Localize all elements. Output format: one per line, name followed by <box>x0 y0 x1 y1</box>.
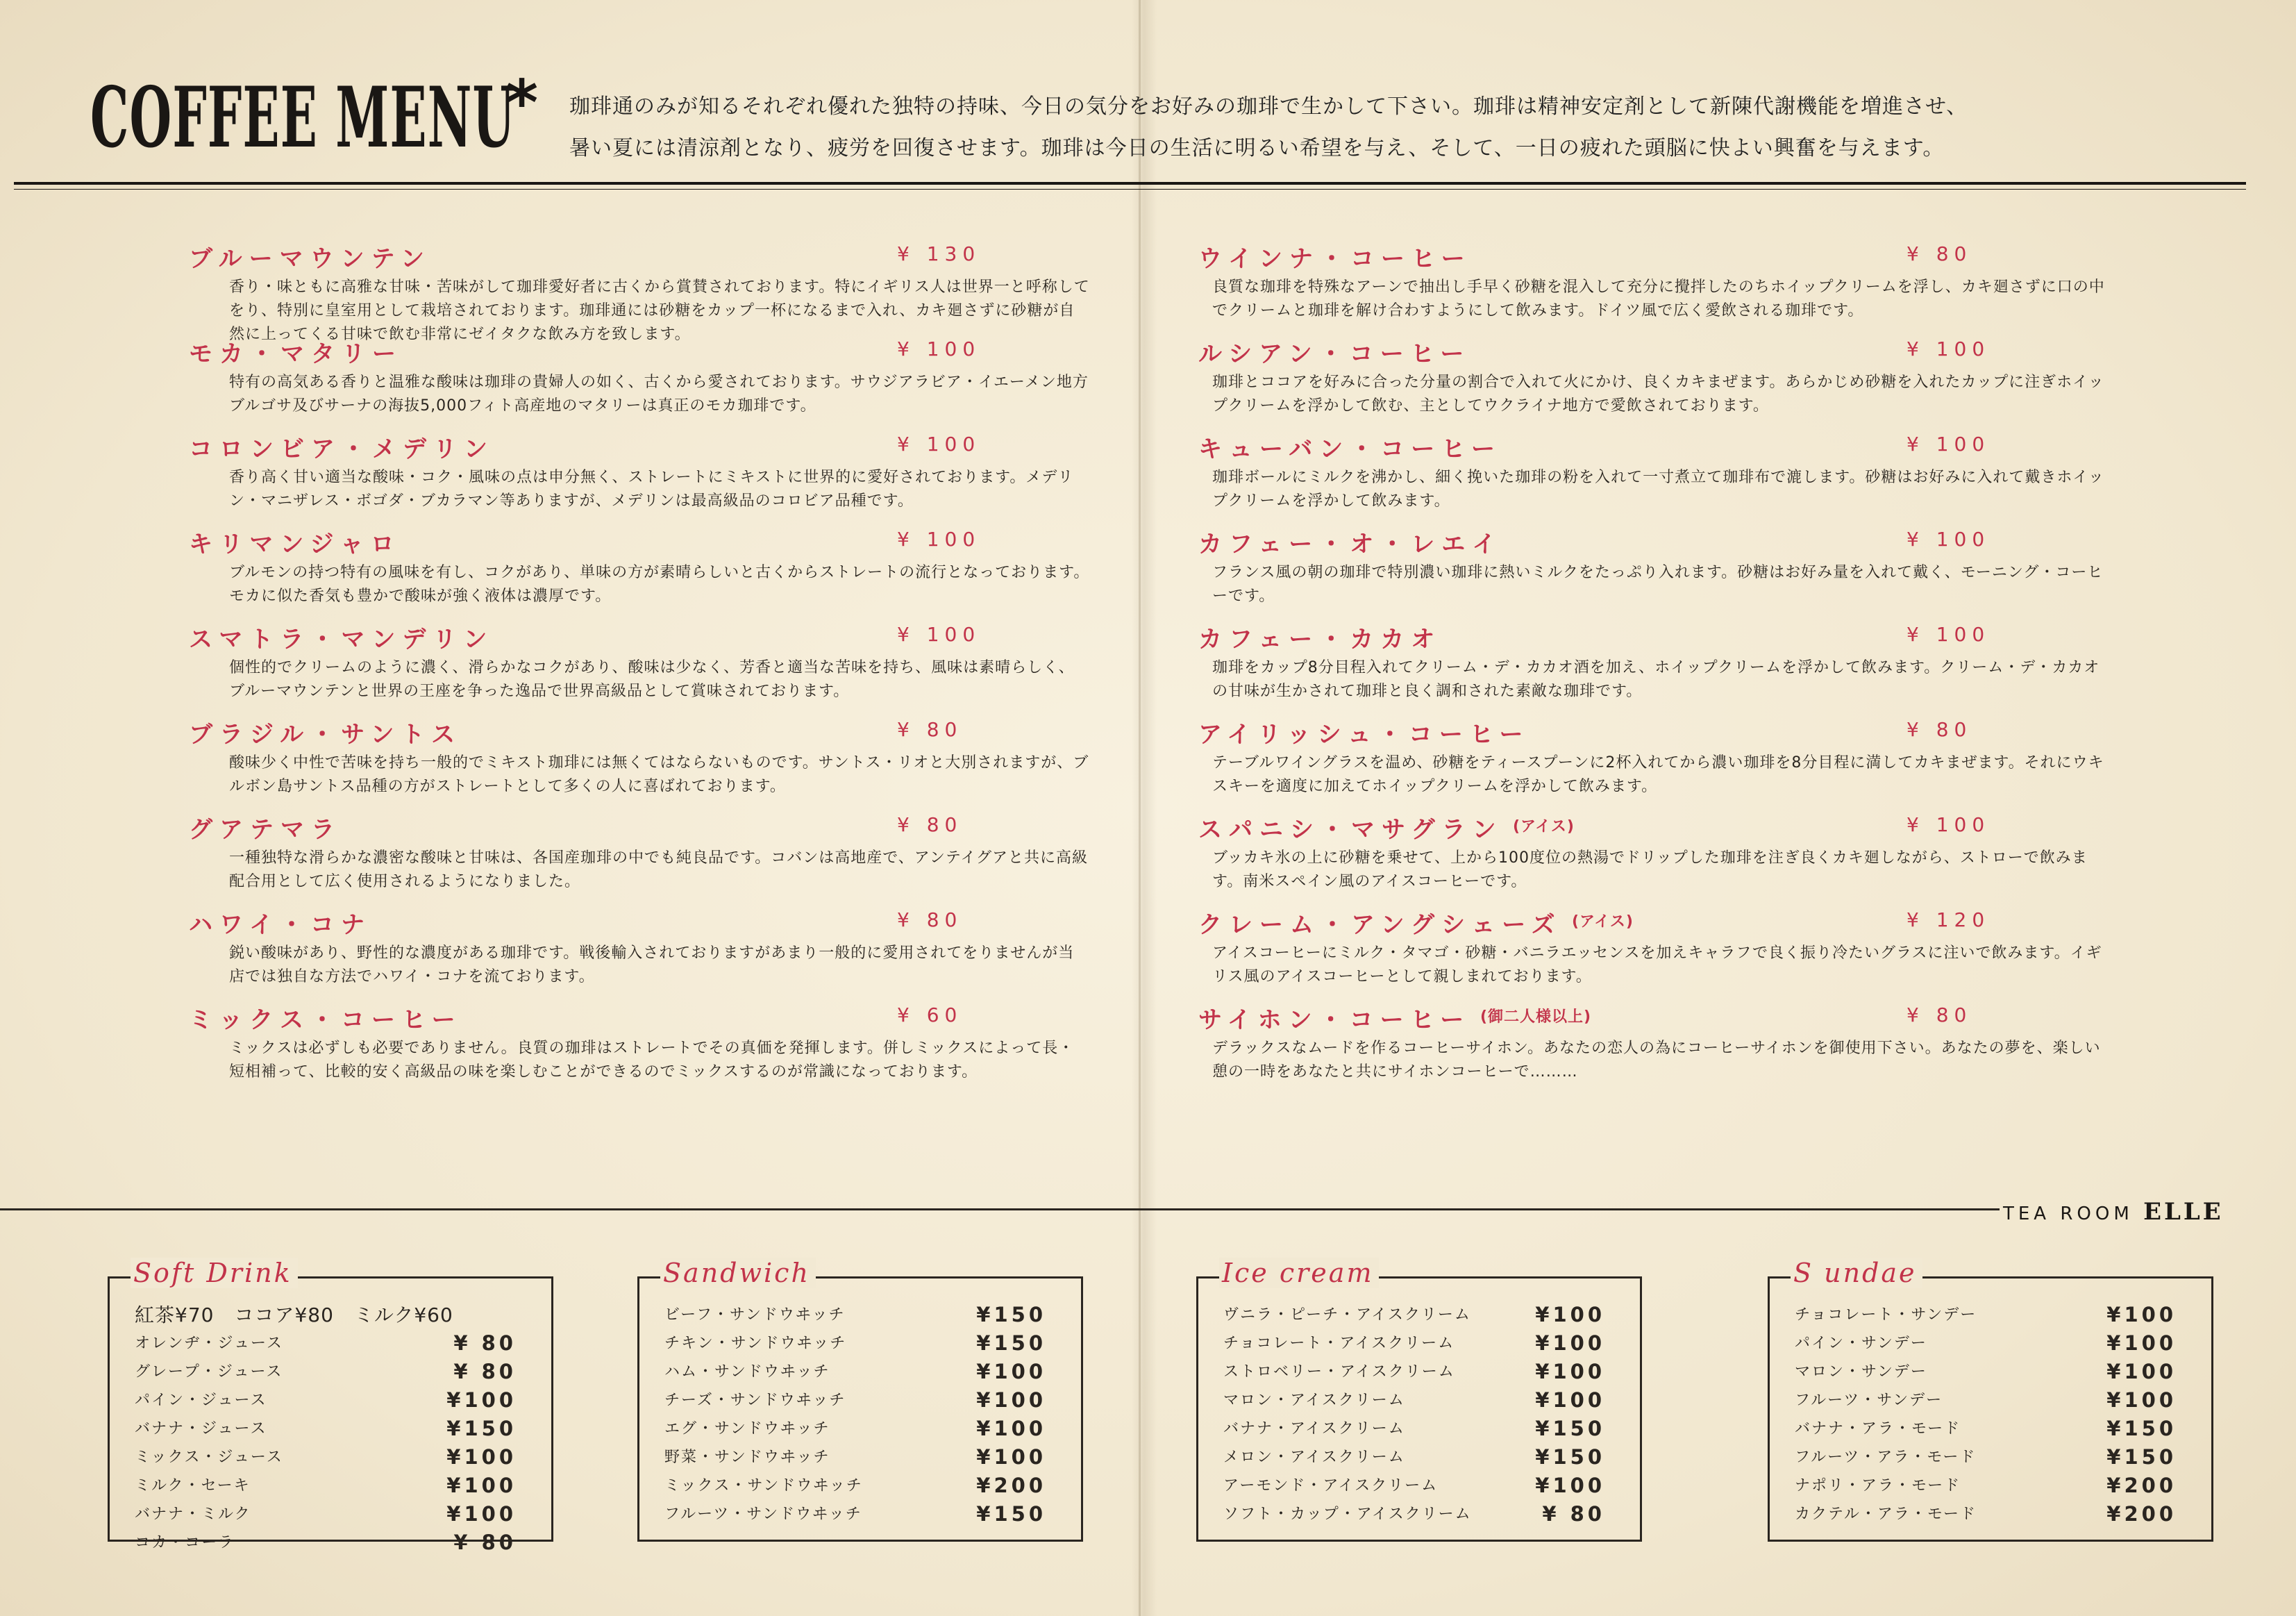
coffee-description: 良質な珈琲を特殊なアーンで抽出し手早く砂糖を混入して充分に攪拌したのちホイップクリームを浮し、カキ廻さずに口の中でクリームと珈琲を解け合わすようにして飲みます。ドイツ風で広く愛飲される珈琲です。 <box>1212 278 2105 319</box>
coffee-description: 酸味少く中性で苦味を持ち一般的でミキスト珈琲には無くてはならないものです。サントス・リオと大別されますが、ブルボン島サントス品種の方がストレートとして多くの人に喜ばれております。 <box>229 754 1089 795</box>
list-item <box>1770 1386 2211 1415</box>
coffee-price: ¥ 80 <box>1907 1003 1972 1026</box>
coffee-description: 珈琲をカップ8分目程入れてクリーム・デ・カカオ酒を加え、ホイップクリームを浮かして飲みます。クリーム・デ・カカオの甘味が生かされて珈琲と良く調和された素敵な珈琲です。 <box>1212 659 2100 700</box>
coffee-item-header <box>1198 620 2101 656</box>
list-item <box>639 1358 1081 1386</box>
ice-cream-box <box>1196 1258 1642 1542</box>
coffee-item-header <box>189 1001 1091 1037</box>
sandwich-box <box>637 1258 1083 1542</box>
sundae-title: S undae <box>1791 1258 1922 1288</box>
sundae-list <box>1770 1278 2211 1528</box>
list-item <box>110 1358 551 1386</box>
coffee-name: カフェー・カカオ <box>1198 626 1442 653</box>
item-name: パイン・ジュース <box>135 1392 267 1409</box>
item-price: ¥100 <box>446 1502 517 1526</box>
list-item <box>639 1500 1081 1528</box>
coffee-description: デラックスなムードを作るコーヒーサイホン。あなたの恋人の為にコーヒーサイホンを御使用下さい。あなたの夢を、楽しい憩の一時をあなたと共にサイホンコーヒーで……… <box>1212 1040 2101 1081</box>
soft-drink-list <box>110 1278 551 1557</box>
coffee-item <box>1198 715 2104 810</box>
list-item <box>1770 1472 2211 1500</box>
coffee-item <box>189 1001 1091 1096</box>
coffee-description: 香り・味ともに高雅な甘味・苦味がして珈琲愛好者に古くから賞賛されております。特にイギリス人は世界一と呼称してをり、特別に皇室用として栽培されております。珈琲通には砂糖をカップ一杯になるまで入れ、カキ廻さずに砂糖が自然に上ってくる甘味で飲む非常にゼイタクな飲み方を致します。 <box>229 278 1090 343</box>
item-name: ソフト・カップ・アイスクリーム <box>1223 1506 1472 1523</box>
coffee-item-header <box>189 335 1091 371</box>
item-name: バナナ・アラ・モード <box>1795 1420 1961 1438</box>
coffee-item <box>189 525 1091 620</box>
item-name: ナポリ・アラ・モード <box>1795 1477 1961 1494</box>
list-item <box>110 1415 551 1443</box>
item-price: ¥150 <box>1535 1417 1605 1440</box>
coffee-item <box>189 810 1091 906</box>
coffee-item <box>189 335 1091 430</box>
intro-line-1: 珈琲通のみが知るそれぞれ優れた独特の持味、今日の気分をお好みの珈琲で生かして下さい。珈琲は精神安定剤として新陳代謝機能を増進させ、 <box>569 94 1968 119</box>
item-name: グレープ・ジュース <box>135 1363 283 1381</box>
list-item <box>110 1443 551 1472</box>
list-item <box>1198 1358 1640 1386</box>
asterisk-mark: * <box>505 67 539 140</box>
coffee-item <box>1198 240 2105 335</box>
coffee-item <box>189 906 1091 1001</box>
coffee-item-header <box>1198 430 2101 466</box>
item-name: ハム・サンドウヰッチ <box>664 1363 830 1381</box>
item-price: ¥100 <box>1535 1474 1605 1497</box>
item-name: カクテル・アラ・モード <box>1795 1506 1977 1523</box>
item-price: ¥150 <box>976 1502 1046 1526</box>
coffee-list-right <box>1198 240 2105 1096</box>
item-price: ¥100 <box>446 1445 517 1469</box>
coffee-item <box>1198 906 2101 1001</box>
header-rule <box>14 182 2246 185</box>
item-name: フルーツ・アラ・モード <box>1795 1449 1977 1466</box>
item-name: マロン・サンデー <box>1795 1363 1927 1381</box>
coffee-description: 珈琲とココアを好みに合った分量の割合で入れて火にかけ、良くカキまぜます。あらかじめ砂糖を入れたカップに注ぎホイップクリームを浮かして飲む、主としてウクライナ地方で愛飲されております。 <box>1212 374 2104 415</box>
intro-line-2: 暑い夏には清涼剤となり、疲労を回復させます。珈琲は今日の生活に明るい希望を与え、そして、一日の疲れた頭脳に快よい興奮を与えます。 <box>569 136 1945 160</box>
coffee-price: ¥ 60 <box>897 1003 963 1026</box>
list-item <box>1198 1301 1640 1329</box>
coffee-item <box>1198 1001 2101 1096</box>
coffee-item <box>1198 810 2101 906</box>
item-name: フルーツ・サンデー <box>1795 1392 1943 1409</box>
sundae-box <box>1768 1258 2213 1542</box>
coffee-name: グアテマラ <box>189 816 342 844</box>
coffee-item-header <box>189 240 1091 276</box>
item-price: ¥100 <box>976 1360 1046 1383</box>
item-price: ¥150 <box>1535 1445 1605 1469</box>
coffee-item-header <box>1198 525 2101 561</box>
list-item <box>1198 1443 1640 1472</box>
item-price: ¥100 <box>446 1474 517 1497</box>
coffee-price: ¥ 80 <box>897 718 963 741</box>
coffee-item-header <box>1198 240 2101 276</box>
item-price: ¥100 <box>446 1388 517 1412</box>
coffee-name: アイリッシュ・コーヒー <box>1198 721 1530 749</box>
coffee-item-header <box>1198 810 2101 847</box>
coffee-price: ¥ 80 <box>1907 718 1972 741</box>
coffee-name: モカ・マタリー <box>189 340 403 368</box>
ice-cream-title: Ice cream <box>1219 1258 1379 1288</box>
item-name: エグ・サンドウヰッチ <box>664 1420 830 1438</box>
item-price: ¥ 80 <box>453 1360 517 1383</box>
item-price: ¥150 <box>2106 1445 2177 1469</box>
coffee-name: ルシアン・コーヒー <box>1198 340 1471 368</box>
list-item <box>110 1386 551 1415</box>
coffee-item-header <box>189 620 1091 656</box>
item-price: ¥150 <box>2106 1417 2177 1440</box>
item-name: チョコレート・サンデー <box>1795 1306 1977 1324</box>
item-price: ¥100 <box>2106 1388 2177 1412</box>
section-divider <box>0 1208 2000 1210</box>
coffee-price: ¥ 100 <box>897 528 981 551</box>
item-price: ¥100 <box>2106 1331 2177 1355</box>
center-fold <box>1139 0 1141 1616</box>
coffee-item <box>189 430 1091 525</box>
item-price: ¥200 <box>2106 1502 2177 1526</box>
coffee-item <box>189 620 1091 715</box>
coffee-item-header <box>189 810 1091 847</box>
coffee-item-header <box>189 525 1091 561</box>
item-name: 野菜・サンドウヰッチ <box>664 1449 830 1466</box>
coffee-name: コロンビア・メデリン <box>189 435 494 463</box>
coffee-note: (御二人様以上) <box>1480 1008 1592 1026</box>
coffee-item-header <box>189 906 1091 942</box>
item-price: ¥100 <box>1535 1303 1605 1326</box>
item-name: フルーツ・サンドウヰッチ <box>664 1506 862 1523</box>
list-item <box>1770 1500 2211 1528</box>
list-item <box>1198 1386 1640 1415</box>
list-item <box>110 1301 551 1329</box>
item-price: ¥100 <box>1535 1331 1605 1355</box>
coffee-name: キリマンジャロ <box>189 531 401 558</box>
coffee-name: サイホン・コーヒー <box>1198 1006 1471 1034</box>
coffee-name: スパニシ・マサグラン <box>1198 816 1503 844</box>
coffee-description: 珈琲ボールにミルクを沸かし、細く挽いた珈琲の粉を入れて一寸煮立て珈琲布で漉します。砂糖はお好みに入れて戴きホイップクリームを浮かして飲みます。 <box>1212 469 2104 510</box>
item-name: ミックス・サンドウヰッチ <box>664 1477 863 1494</box>
coffee-item <box>1198 335 2104 430</box>
coffee-note: (アイス) <box>1513 818 1575 835</box>
coffee-price: ¥ 80 <box>1907 242 1972 265</box>
list-item <box>639 1443 1081 1472</box>
tea-cocoa-milk-line: 紅茶¥70 ココア¥80 ミルク¥60 <box>135 1303 453 1326</box>
item-name: ストロベリー・アイスクリーム <box>1223 1363 1455 1381</box>
coffee-price: ¥ 100 <box>1907 433 1991 456</box>
coffee-price: ¥ 80 <box>897 813 963 836</box>
list-item <box>1198 1500 1640 1528</box>
item-name: チーズ・サンドウヰッチ <box>664 1392 846 1409</box>
brand-signature <box>2003 1198 2224 1226</box>
item-name: オレンヂ・ジュース <box>135 1335 283 1352</box>
coffee-description: 一種独特な滑らかな濃密な酸味と甘味は、各国産珈琲の中でも純良品です。コバンは高地産で、アンテイグアと共に高級配合用として広く使用されるようになりました。 <box>229 849 1088 890</box>
item-price: ¥100 <box>1535 1360 1605 1383</box>
list-item <box>110 1500 551 1528</box>
list-item <box>110 1528 551 1557</box>
item-name: ミックス・ジュース <box>135 1449 283 1466</box>
item-price: ¥150 <box>976 1303 1046 1326</box>
coffee-price: ¥ 80 <box>897 908 963 931</box>
coffee-name: ハワイ・コナ <box>189 911 371 939</box>
item-price: ¥100 <box>976 1388 1046 1412</box>
item-name: ミルク・セーキ <box>135 1477 251 1494</box>
item-name: バナナ・ジュース <box>135 1420 267 1438</box>
coffee-item-header <box>1198 335 2101 371</box>
item-name: ヴニラ・ピーチ・アイスクリーム <box>1223 1306 1471 1324</box>
item-name: チョコレート・アイスクリーム <box>1223 1335 1455 1352</box>
list-item <box>1770 1358 2211 1386</box>
coffee-name: ウインナ・コーヒー <box>1198 245 1472 273</box>
coffee-item-header <box>1198 715 2101 751</box>
coffee-name: カフェー・オ・レエイ <box>1198 531 1503 558</box>
sandwich-title: Sandwich <box>660 1258 816 1288</box>
ice-cream-list <box>1198 1278 1640 1528</box>
item-price: ¥100 <box>1535 1388 1605 1412</box>
coffee-name: キューバン・コーヒー <box>1198 435 1502 463</box>
coffee-item-header <box>1198 906 2101 942</box>
coffee-price: ¥ 100 <box>1907 528 1991 551</box>
coffee-item <box>1198 525 2104 620</box>
coffee-description: 個性的でクリームのように濃く、滑らかなコクがあり、酸味は少なく、芳香と適当な苦味を持ち、風味は素晴らしく、ブルーマウンテンと世界の王座を争った逸品で世界高級品として賞味されております。 <box>229 659 1075 700</box>
item-price: ¥100 <box>2106 1303 2177 1326</box>
sandwich-list <box>639 1278 1081 1528</box>
item-price: ¥100 <box>2106 1360 2177 1383</box>
coffee-description: ブッカキ氷の上に砂糖を乗せて、上から100度位の熱湯でドリップした珈琲を注ぎ良くカキ廻しながら、ストローで飲みます。南米スペイン風のアイスコーヒーです。 <box>1212 849 2088 890</box>
coffee-item <box>1198 430 2104 525</box>
item-name: コカ・コーラ <box>135 1534 235 1551</box>
item-name: マロン・アイスクリーム <box>1223 1392 1405 1409</box>
list-item <box>639 1329 1081 1358</box>
item-price: ¥ 80 <box>453 1531 517 1554</box>
coffee-item <box>1198 620 2101 715</box>
coffee-price: ¥ 100 <box>897 433 981 456</box>
coffee-price: ¥ 130 <box>897 242 981 265</box>
coffee-item <box>189 715 1091 810</box>
item-name: メロン・アイスクリーム <box>1223 1449 1405 1466</box>
coffee-name: ブルーマウンテン <box>189 245 431 273</box>
coffee-name: スマトラ・マンデリン <box>189 626 494 653</box>
list-item <box>110 1329 551 1358</box>
coffee-price: ¥ 100 <box>1907 623 1991 646</box>
item-price: ¥ 80 <box>453 1331 517 1355</box>
list-item <box>110 1472 551 1500</box>
coffee-item <box>189 240 1091 343</box>
coffee-description: フランス風の朝の珈琲で特別濃い珈琲に熱いミルクをたっぷり入れます。砂糖はお好み量を入れて戴く、モーニング・コーヒーです。 <box>1212 564 2104 605</box>
coffee-item-header <box>189 715 1091 751</box>
item-name: ビーフ・サンドウヰッチ <box>664 1306 846 1324</box>
coffee-list-left <box>189 240 1091 1096</box>
list-item <box>1198 1415 1640 1443</box>
coffee-description: ブルモンの持つ特有の風味を有し、コクがあり、単味の方が素晴らしいと古くからストレートの流行となっております。モカに似た香気も豊かで酸味が強く液体は濃厚です。 <box>229 564 1090 605</box>
brand-name: ELLE <box>2143 1198 2224 1226</box>
coffee-note: (アイス) <box>1572 913 1634 931</box>
coffee-price: ¥ 100 <box>1907 813 1991 836</box>
list-item <box>639 1386 1081 1415</box>
item-price: ¥ 80 <box>1542 1502 1605 1526</box>
coffee-menu-logo: COFFEE MENU <box>90 69 516 167</box>
soft-drink-box <box>108 1258 553 1554</box>
coffee-description: ミックスは必ずしも必要でありません。良質の珈琲はストレートでその真価を発揮します。併しミックスによって長・短相補って、比較的安く高級品の味を楽しむことができるのでミックスするのが常識になっております。 <box>229 1040 1075 1081</box>
item-name: アーモンド・アイスクリーム <box>1223 1477 1439 1494</box>
item-price: ¥100 <box>976 1445 1046 1469</box>
list-item <box>639 1301 1081 1329</box>
item-name: バナナ・ミルク <box>135 1506 251 1523</box>
list-item <box>1770 1443 2211 1472</box>
coffee-description: 鋭い酸味があり、野性的な濃度がある珈琲です。戦後輸入されておりますがあまり一般的に愛用されてをりませんが当店では独自な方法でハワイ・コナを流ております。 <box>229 944 1075 985</box>
coffee-name: クレーム・アングシェーズ <box>1198 911 1562 939</box>
coffee-name: ミックス・コーヒー <box>189 1006 462 1034</box>
item-name: バナナ・アイスクリーム <box>1223 1420 1405 1438</box>
list-item <box>1770 1329 2211 1358</box>
header-rule-thin <box>14 189 2246 190</box>
coffee-description: アイスコーヒーにミルク・タマゴ・砂糖・バニラエッセンスを加えキャラフで良く振り冷たいグラスに注いで飲みます。イギリス風のアイスコーヒーとして親しまれております。 <box>1212 944 2102 985</box>
list-item <box>1198 1472 1640 1500</box>
coffee-item-header <box>1198 1001 2101 1037</box>
list-item <box>639 1472 1081 1500</box>
item-price: ¥150 <box>976 1331 1046 1355</box>
coffee-item-header <box>189 430 1091 466</box>
coffee-price: ¥ 100 <box>897 338 981 360</box>
coffee-price: ¥ 120 <box>1907 908 1991 931</box>
brand-prefix: TEA ROOM <box>2003 1203 2134 1224</box>
item-price: ¥200 <box>2106 1474 2177 1497</box>
soft-drink-title: Soft Drink <box>131 1258 298 1288</box>
coffee-name: ブラジル・サントス <box>189 721 462 749</box>
coffee-price: ¥ 100 <box>897 623 981 646</box>
item-price: ¥150 <box>446 1417 517 1440</box>
item-name: チキン・サンドウヰッチ <box>664 1335 847 1352</box>
list-item <box>1770 1301 2211 1329</box>
coffee-description: 特有の高気ある香りと温雅な酸味は珈琲の貴婦人の如く、古くから愛されております。サウジアラビア・イエーメン地方ブルゴサ及びサーナの海抜5,000フィト高産地のマタリーは真正のモカ珈琲です。 <box>229 374 1089 415</box>
intro-text <box>569 86 2166 169</box>
coffee-price: ¥ 100 <box>1907 338 1991 360</box>
item-name: パイン・サンデー <box>1795 1335 1927 1352</box>
list-item <box>1198 1329 1640 1358</box>
item-price: ¥100 <box>976 1417 1046 1440</box>
item-price: ¥200 <box>976 1474 1046 1497</box>
coffee-description: テーブルワイングラスを温め、砂糖をティースプーンに2杯入れてから濃い珈琲を8分目程に満してカキまぜます。それにウキスキーを適度に加えてホイップクリームを浮かして飲みます。 <box>1212 754 2104 795</box>
coffee-description: 香り高く甘い適当な酸味・コク・風味の点は申分無く、ストレートにミキストに世界的に愛好されております。メデリン・マニザレス・ボゴダ・ブカラマン等ありますが、メデリンは最高級品のコロビア品種です。 <box>229 469 1074 510</box>
list-item <box>639 1415 1081 1443</box>
list-item <box>1770 1415 2211 1443</box>
